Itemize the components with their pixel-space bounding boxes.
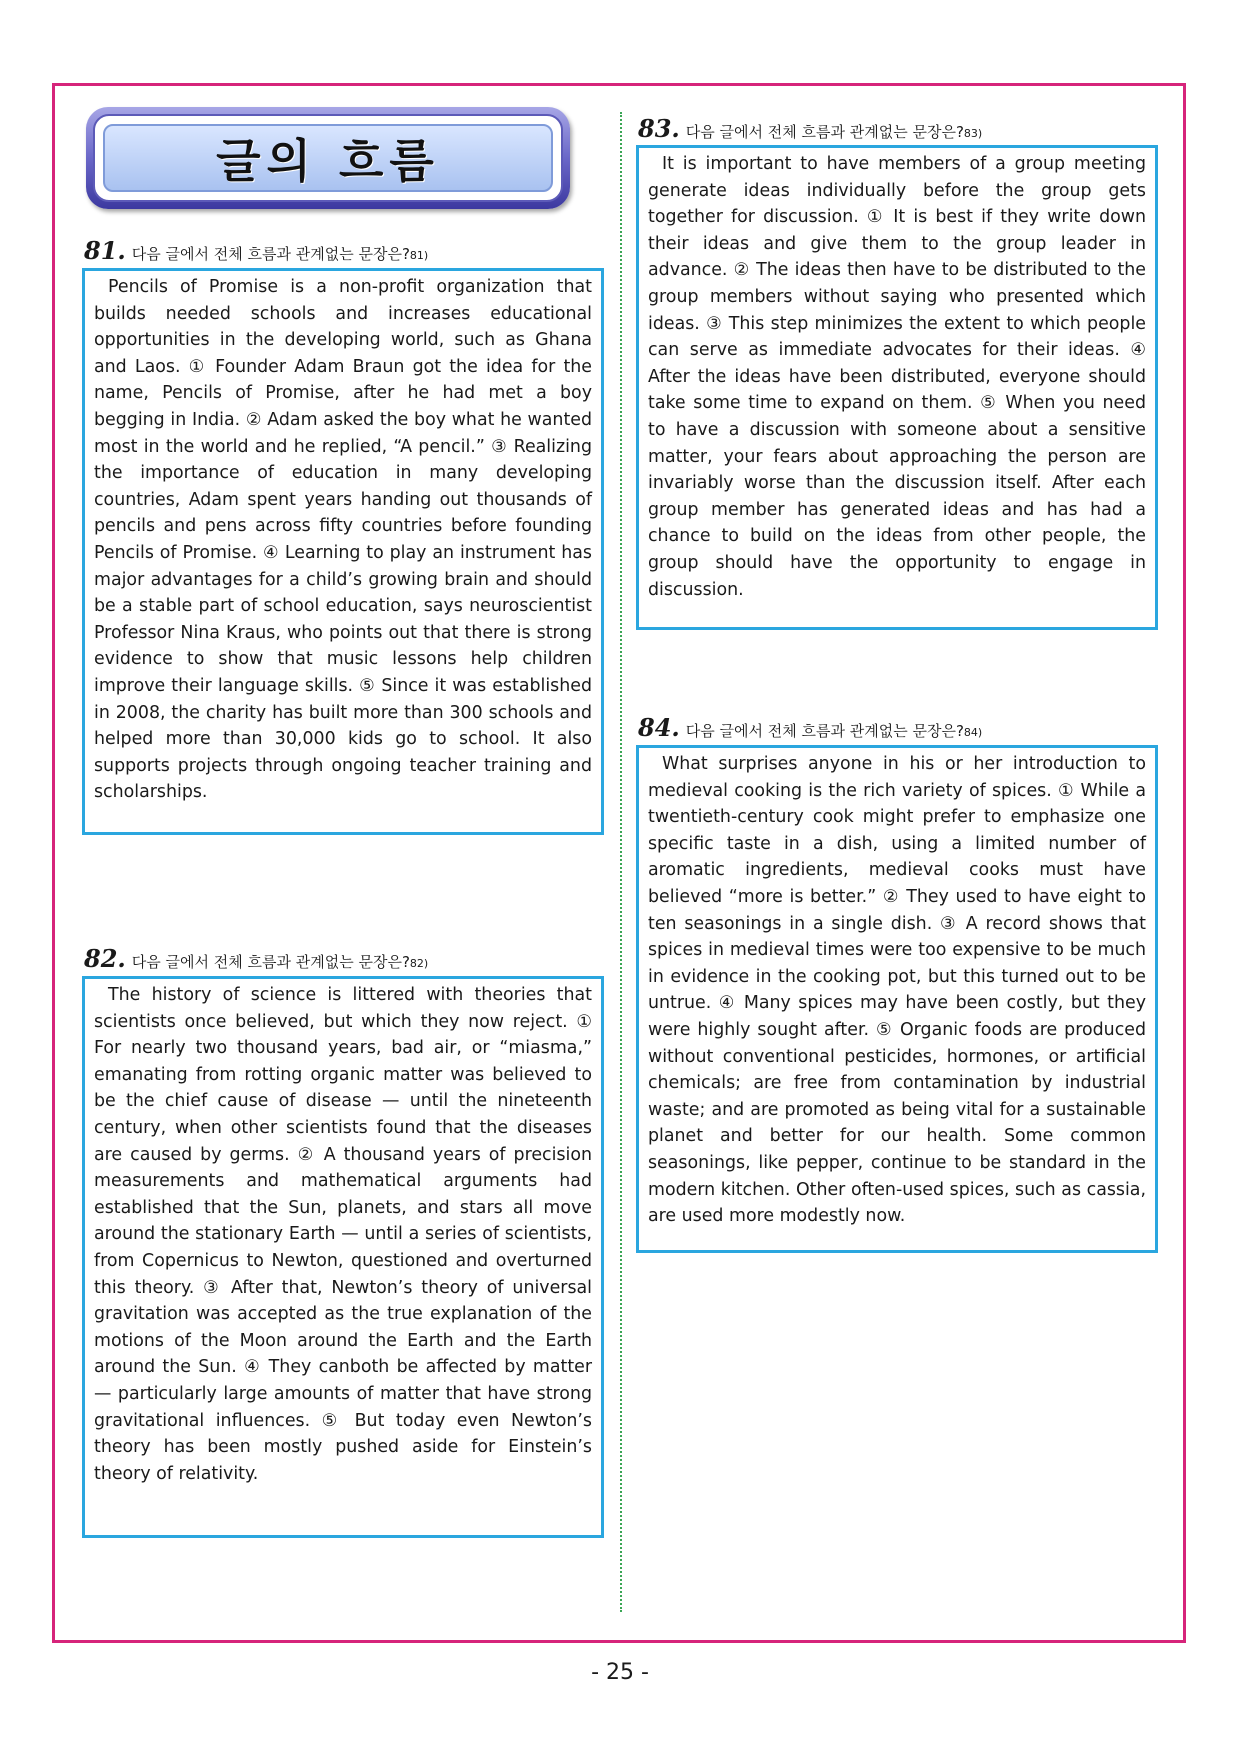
question-number: 81. (84, 236, 126, 265)
section-title: 글의 흐름 (216, 134, 440, 188)
question-84-header (638, 713, 982, 742)
page-number: - 25 - (591, 1660, 649, 1685)
question-prompt: 다음 글에서 전체 흐름과 관계없는 문장은? (685, 722, 964, 740)
passage-text: The history of science is littered with theories that scientists once believed, but which they now reject. ① For nearly two thousand years, bad air, or “miasma,” emanating from rotting organic matter was believed to be the chief cause of disease — until the nineteenth century, when other scientists found that the diseases are caused by germs. ② A thousand years of precision measurements and mathematical arguments had established that the Sun, planets, and stars all move around the stationary Earth — until a series of scientists, from Copernicus to Newton, questioned and overturned this theory. ③ After that, Newton’s theory of universal gravitation was accepted as the true explanation of the motions of the Moon around the Earth and the Earth around the Sun. ④ They canboth be affected by matter — particularly large amounts of matter that have strong gravitational influences. ⑤ But today even Newton’s theory has been mostly pushed aside for Einstein’s theory of relativity. (94, 985, 592, 1484)
question-81-passage-box (82, 268, 604, 835)
footnote-ref: 82) (409, 957, 429, 970)
question-84-passage-box (636, 745, 1158, 1253)
question-82-header (84, 944, 428, 973)
question-number: 82. (84, 944, 126, 973)
question-prompt: 다음 글에서 전체 흐름과 관계없는 문장은? (685, 123, 964, 141)
question-prompt: 다음 글에서 전체 흐름과 관계없는 문장은? (131, 245, 410, 263)
question-prompt: 다음 글에서 전체 흐름과 관계없는 문장은? (131, 953, 410, 971)
question-number: 83. (638, 114, 680, 143)
question-83-header (638, 114, 982, 143)
passage-text: It is important to have members of a group meeting generate ideas individually before the group gets together for discussion. ① It is best if they write down their ideas and give them to the group leader in advance. ② The ideas then have to be distributed to the group members without saying who presented which ideas. ③ This step minimizes the extent to which people can serve as immediate advocates for their ideas. ④ After the ideas have been distributed, everyone should take some time to expand on them. ⑤ When you need to have a discussion with someone about a sensitive matter, your fears about approaching the person are invariably worse than the discussion itself. After each group member has generated ideas and has had a chance to build on the ideas from other people, the group should have the opportunity to engage in discussion. (648, 154, 1146, 600)
passage-text: Pencils of Promise is a non-profit organization that builds needed schools and increases educational opportunities in the developing world, such as Ghana and Laos. ① Founder Adam Braun got the idea for the name, Pencils of Promise, after he had met a boy begging in India. ② Adam asked the boy what he wanted most in the world and he replied, “A pencil.” ③ Realizing the importance of education in many developing countries, Adam spent years handing out thousands of pencils and pens across fifty countries before founding Pencils of Promise. ④ Learning to play an instrument has major advantages for a child’s growing brain and should be a stable part of school education, says neuroscientist Professor Nina Kraus, who points out that there is strong evidence to show that music lessons help children improve their language skills. ⑤ Since it was established in 2008, the charity has built more than 300 schools and helped more than 30,000 kids go to school. It also supports projects through ongoing teacher training and scholarships. (94, 277, 592, 803)
footnote-ref: 83) (963, 127, 983, 140)
column-divider (620, 112, 622, 1612)
title-banner-frame (93, 114, 563, 202)
question-82-passage-box (82, 976, 604, 1538)
footnote-ref: 84) (963, 726, 983, 739)
section-title-banner (86, 107, 570, 209)
question-81-header (84, 236, 428, 265)
footnote-ref: 81) (409, 249, 429, 262)
question-number: 84. (638, 713, 680, 742)
question-83-passage-box (636, 145, 1158, 630)
title-banner-inner (103, 124, 553, 192)
passage-text: What surprises anyone in his or her introduction to medieval cooking is the rich variety of spices. ① While a twentieth-century cook might prefer to emphasize one specific taste in a dish, using a limited number of aromatic ingredients, medieval cooks must have believed “more is better.” ② They used to have eight to ten seasonings in a single dish. ③ A record shows that spices in medieval times were too expensive to be much in evidence in the cooking pot, but this turned out to be untrue. ④ Many spices may have been costly, but they were highly sought after. ⑤ Organic foods are produced without conventional pesticides, hormones, or artificial chemicals; are free from contamination by industrial waste; and are promoted as being vital for a sustainable planet and better for our health. Some common seasonings, like pepper, continue to be standard in the modern kitchen. Other often-used spices, such as cassia, are used more modestly now. (648, 754, 1146, 1227)
